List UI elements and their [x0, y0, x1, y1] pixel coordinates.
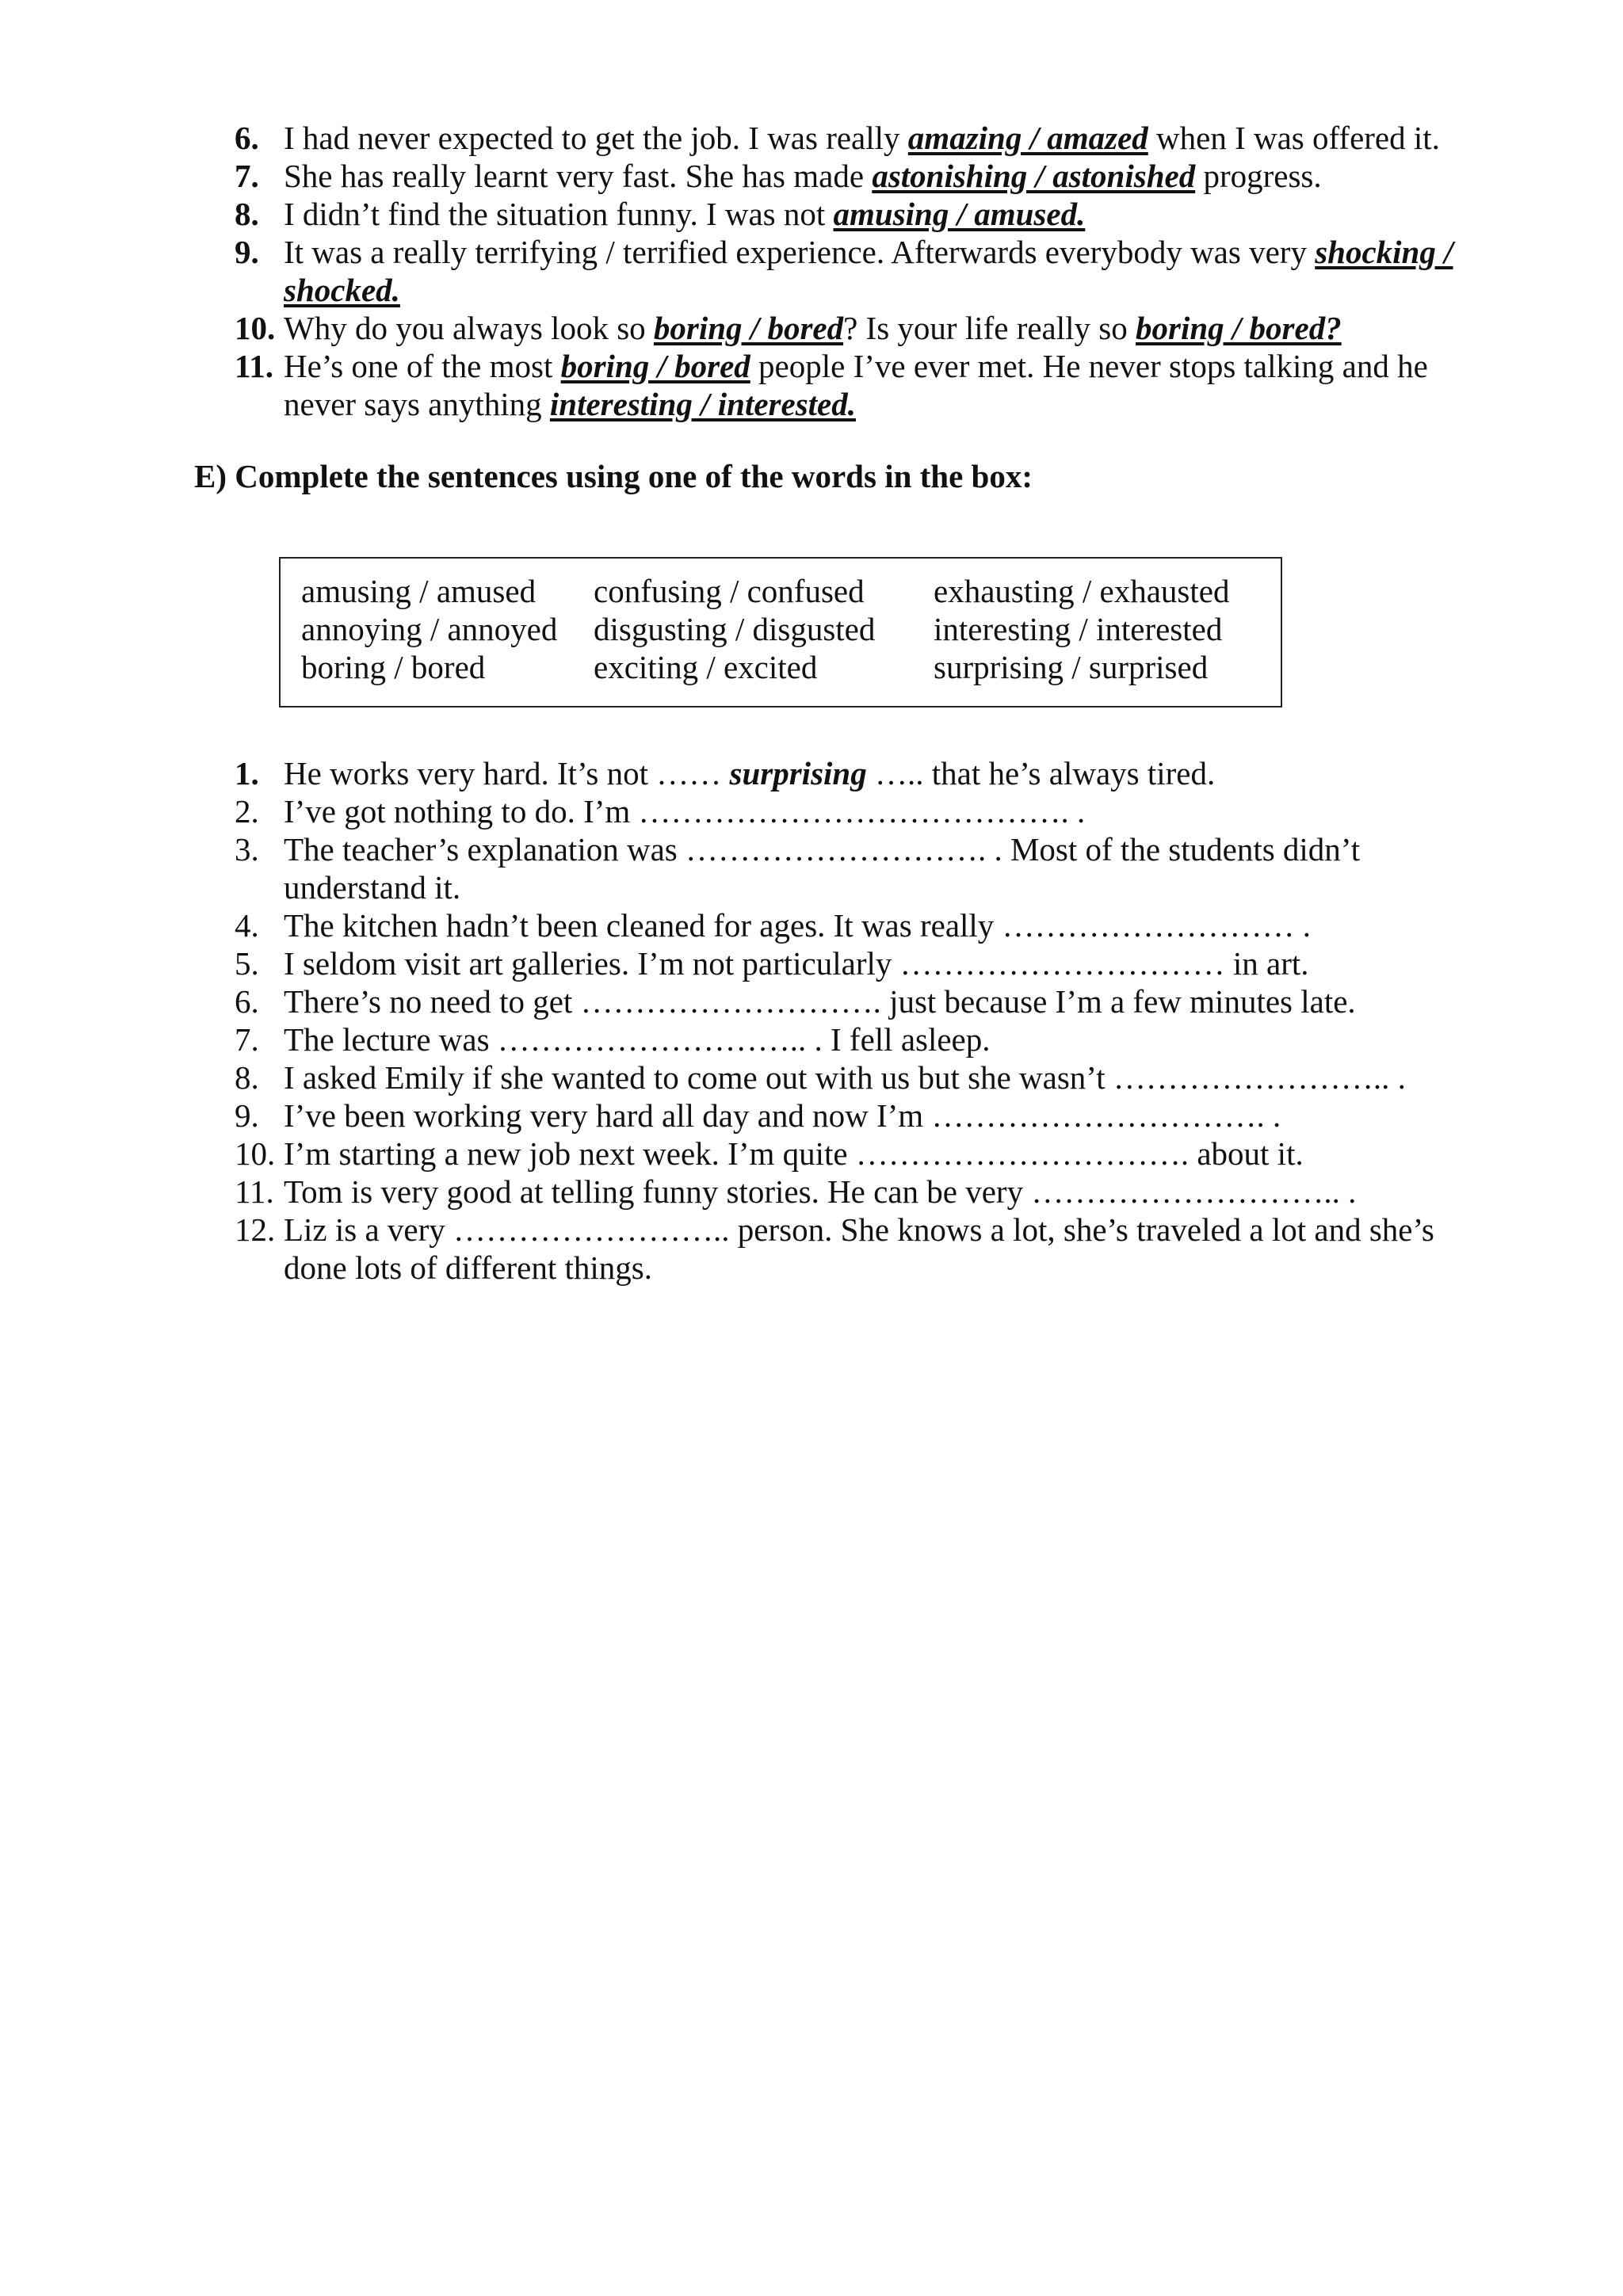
item-option: boring / bored? — [1136, 310, 1342, 346]
item-number: 4. — [235, 907, 259, 944]
item-number: 6. — [235, 120, 259, 156]
item-number: 10. — [235, 1135, 276, 1172]
item-text: Tom is very good at telling funny stories. He can be very ……………………….. . — [284, 1173, 1357, 1210]
list-item — [235, 195, 1479, 233]
item-number: 7. — [235, 1021, 259, 1058]
item-option: interesting / interested. — [549, 386, 856, 422]
item-text: I had never expected to get the job. I was really — [284, 120, 908, 156]
list-item — [235, 1211, 1479, 1287]
item-text: The teacher’s explanation was ………………………. . Most of the students didn’t understand it. — [284, 831, 1361, 906]
item-text: The kitchen hadn’t been cleaned for ages. It was really ……………………… . — [284, 907, 1312, 944]
word-box-column — [934, 572, 1229, 686]
item-number: 12. — [235, 1211, 276, 1248]
item-number: 1. — [235, 755, 259, 791]
item-text: I seldom visit art galleries. I’m not particularly ………………………… in art. — [284, 945, 1309, 982]
word-box — [279, 557, 1282, 707]
word-pair: amusing / amused — [301, 573, 537, 609]
list-item — [235, 233, 1479, 309]
item-text: ? Is your life really so — [843, 310, 1136, 346]
item-text: Why do you always look so — [284, 310, 654, 346]
item-text: people I’ve ever met. He never stops talking and he never says anything — [284, 348, 1428, 422]
item-number: 10. — [235, 310, 276, 346]
list-item — [235, 1058, 1479, 1097]
item-text: He’s one of the most — [284, 348, 561, 384]
item-text: The lecture was ……………………….. . I fell asleep. — [284, 1021, 991, 1058]
word-pair: annoying / annoyed — [301, 611, 558, 647]
word-pair: boring / bored — [301, 649, 486, 685]
list-item — [235, 119, 1479, 157]
item-text: ….. that he’s always tired. — [866, 755, 1216, 791]
item-text: She has really learnt very fast. She has made — [284, 158, 873, 194]
item-number: 7. — [235, 158, 259, 194]
list-item — [235, 1097, 1479, 1135]
list-item — [235, 982, 1479, 1020]
item-number: 11. — [235, 348, 273, 384]
item-option: amusing / amused. — [833, 196, 1086, 232]
item-number: 5. — [235, 945, 259, 982]
item-number: 11. — [235, 1173, 274, 1210]
list-item — [235, 906, 1479, 944]
word-pair: surprising / surprised — [934, 649, 1209, 685]
list-item — [235, 1135, 1479, 1173]
item-text: I asked Emily if she wanted to come out with us but she wasn’t …………………….. . — [284, 1059, 1406, 1096]
word-pair: disgusting / disgusted — [594, 611, 876, 647]
word-pair: exciting / excited — [594, 649, 818, 685]
list-item — [235, 309, 1479, 347]
item-text: There’s no need to get ………………………. just because I’m a few minutes late. — [284, 983, 1356, 1020]
list-item — [235, 944, 1479, 982]
item-number: 8. — [235, 1059, 259, 1096]
list-item — [235, 347, 1479, 423]
item-text: progress. — [1195, 158, 1322, 194]
word-box-column — [594, 572, 875, 686]
item-text: I didn’t find the situation funny. I was not — [284, 196, 834, 232]
list-item — [235, 792, 1479, 830]
word-pair: interesting / interested — [934, 611, 1223, 647]
item-text: He works very hard. It’s not …… — [284, 755, 730, 791]
item-option: boring / bored — [560, 348, 750, 384]
word-box-column — [301, 572, 557, 686]
part-e-list — [235, 754, 1479, 1287]
item-text: It was a really terrifying / terrified experience. Afterwards everybody was very — [284, 234, 1316, 270]
item-text: I’ve got nothing to do. I’m …………………………………. . — [284, 793, 1086, 830]
item-text: I’ve been working very hard all day and now I’m …………………………. . — [284, 1097, 1281, 1134]
list-item — [235, 830, 1479, 906]
list-item — [235, 157, 1479, 195]
item-text: I’m starting a new job next week. I’m quite …………………………. about it. — [284, 1135, 1304, 1172]
item-number: 3. — [235, 831, 259, 868]
item-text: when I was offered it. — [1148, 120, 1440, 156]
item-number: 2. — [235, 793, 259, 830]
item-option: boring / bored — [653, 310, 844, 346]
item-text: Liz is a very …………………….. person. She knows a lot, she’s traveled a lot and she’s done lots of different things. — [284, 1211, 1434, 1286]
item-number: 6. — [235, 983, 259, 1020]
word-pair: exhausting / exhausted — [934, 573, 1230, 609]
item-number: 8. — [235, 196, 259, 232]
item-option: astonishing / astonished — [872, 158, 1196, 194]
list-item — [235, 1020, 1479, 1058]
item-option: shocking / shocked. — [284, 234, 1453, 308]
item-number: 9. — [235, 1097, 259, 1134]
list-item — [235, 754, 1479, 792]
word-pair: confusing / confused — [594, 573, 865, 609]
section-e-title: E) Complete the sentences using one of the words in the box: — [194, 458, 1033, 494]
list-item — [235, 1173, 1479, 1211]
example-answer: surprising — [729, 755, 867, 791]
part-d-list — [235, 119, 1479, 423]
item-option: amazing / amazed — [907, 120, 1148, 156]
item-number: 9. — [235, 234, 259, 270]
